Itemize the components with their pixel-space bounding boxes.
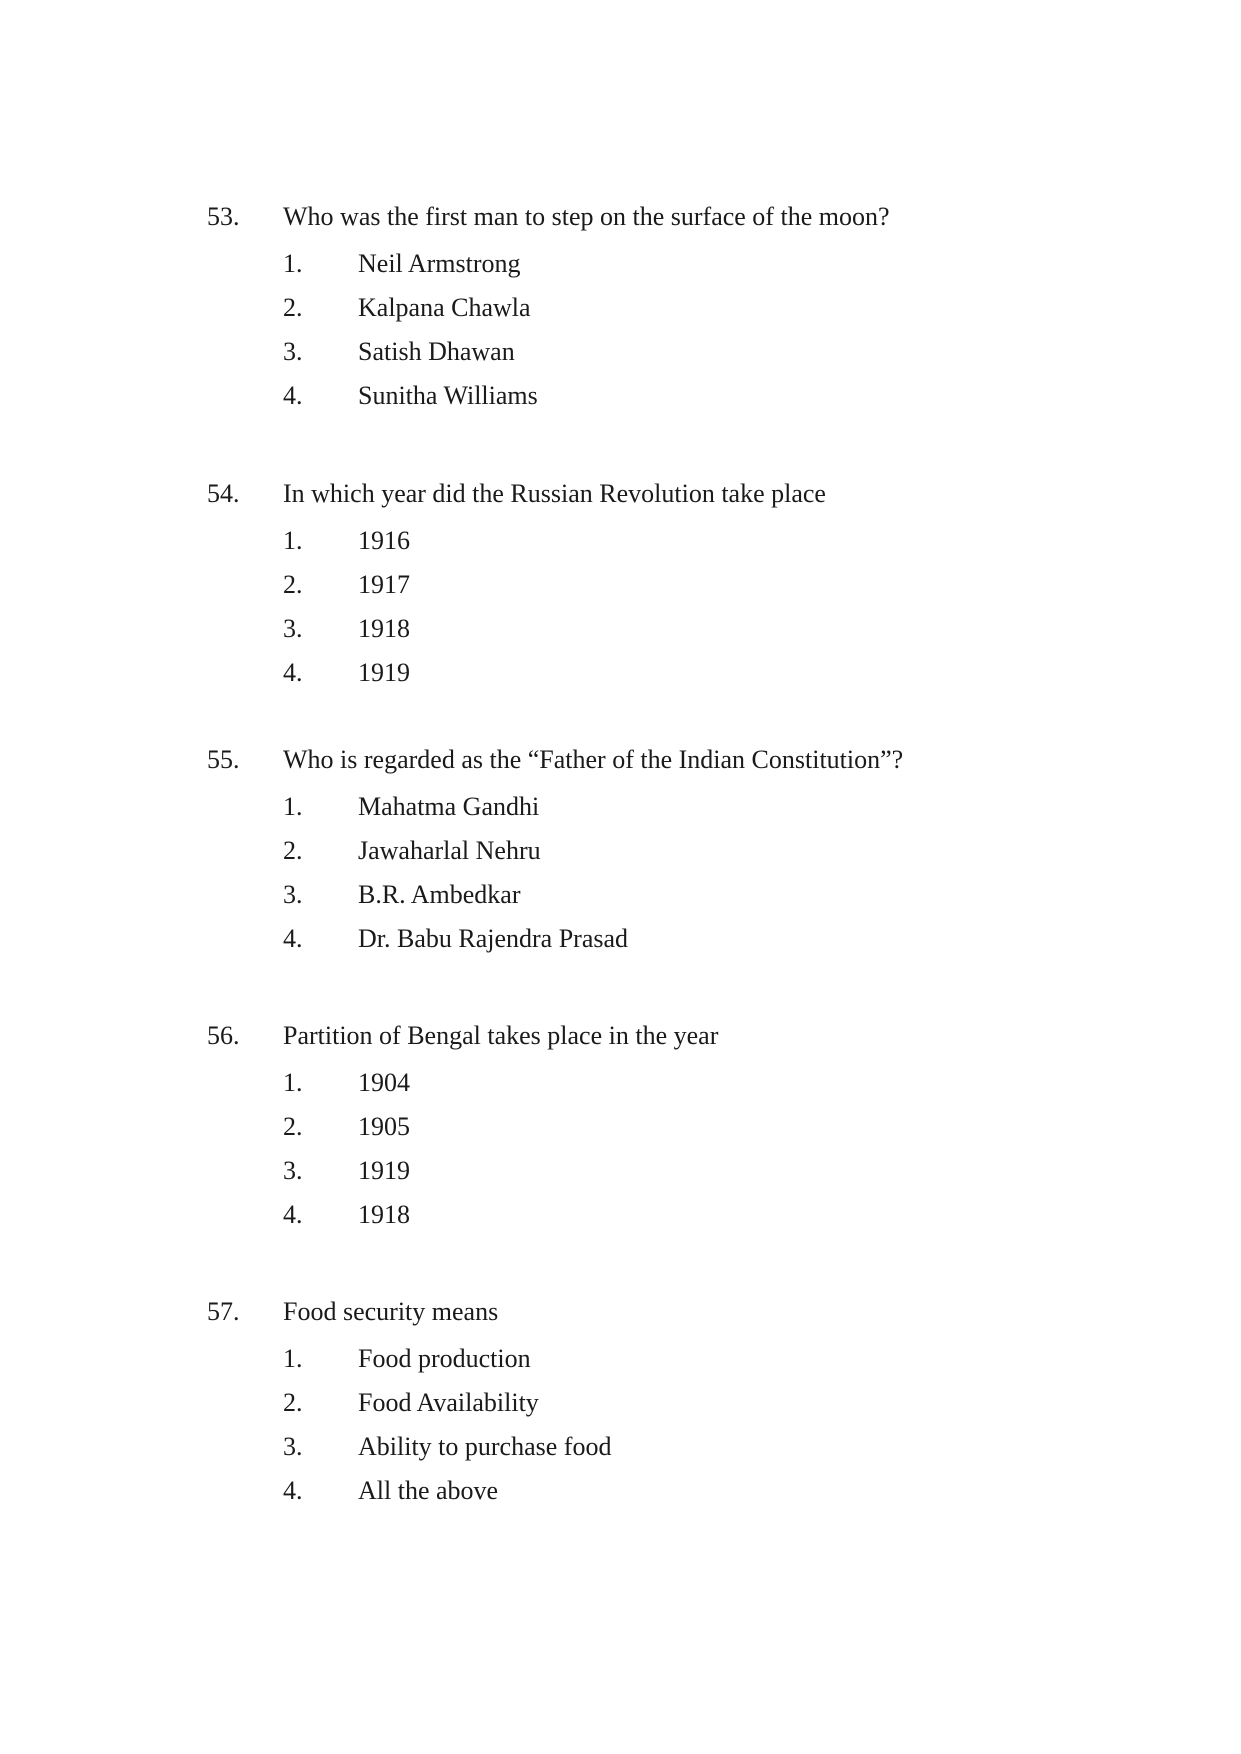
option-number: 2. (283, 1112, 303, 1141)
option-text: Neil Armstrong (358, 249, 521, 278)
question-stem (0, 1016, 1241, 1056)
option-text: Satish Dhawan (358, 337, 515, 366)
question-stem (0, 474, 1241, 514)
option-number: 2. (283, 1388, 303, 1417)
question-number: 54. (207, 479, 240, 508)
option-text: 1918 (358, 614, 410, 643)
option-list (0, 1339, 1241, 1515)
question-number: 57. (207, 1297, 240, 1326)
option-item (0, 1195, 1241, 1239)
option-text: 1904 (358, 1068, 410, 1097)
option-number: 3. (283, 1156, 303, 1185)
option-number: 2. (283, 836, 303, 865)
option-text: 1918 (358, 1200, 410, 1229)
option-number: 3. (283, 614, 303, 643)
option-item (0, 1471, 1241, 1515)
option-list (0, 787, 1241, 963)
option-item (0, 875, 1241, 919)
question-number: 55. (207, 745, 240, 774)
option-item (0, 1339, 1241, 1383)
option-text: B.R. Ambedkar (358, 880, 521, 909)
option-text: Mahatma Gandhi (358, 792, 540, 821)
option-item (0, 288, 1241, 332)
option-text: All the above (358, 1476, 499, 1505)
option-number: 1. (283, 249, 303, 278)
option-number: 3. (283, 1432, 303, 1461)
option-number: 3. (283, 880, 303, 909)
option-item (0, 653, 1241, 697)
question-54 (0, 474, 1241, 697)
option-number: 4. (283, 381, 303, 410)
option-text: Food production (358, 1344, 531, 1373)
question-stem (0, 197, 1241, 237)
option-number: 1. (283, 1344, 303, 1373)
question-stem (0, 1292, 1241, 1332)
option-number: 3. (283, 337, 303, 366)
option-item (0, 831, 1241, 875)
option-text: Kalpana Chawla (358, 293, 531, 322)
option-item (0, 244, 1241, 288)
question-text: Partition of Bengal takes place in the year (283, 1021, 719, 1050)
option-item (0, 787, 1241, 831)
option-item (0, 919, 1241, 963)
option-item (0, 332, 1241, 376)
option-number: 4. (283, 658, 303, 687)
option-item (0, 1427, 1241, 1471)
option-text: 1917 (358, 570, 410, 599)
option-item (0, 565, 1241, 609)
option-item (0, 1107, 1241, 1151)
option-item (0, 609, 1241, 653)
option-text: Sunitha Williams (358, 381, 538, 410)
question-number: 53. (207, 202, 240, 231)
question-57 (0, 1292, 1241, 1515)
option-number: 2. (283, 293, 303, 322)
question-text: In which year did the Russian Revolution take place (283, 479, 826, 508)
option-text: 1916 (358, 526, 410, 555)
option-number: 2. (283, 570, 303, 599)
question-56 (0, 1016, 1241, 1239)
option-number: 1. (283, 526, 303, 555)
option-text: Ability to purchase food (358, 1432, 612, 1461)
option-text: 1919 (358, 1156, 410, 1185)
option-number: 4. (283, 924, 303, 953)
question-text: Who was the first man to step on the surface of the moon? (283, 202, 890, 231)
option-text: Jawaharlal Nehru (358, 836, 541, 865)
question-number: 56. (207, 1021, 240, 1050)
option-item (0, 1063, 1241, 1107)
question-55 (0, 740, 1241, 963)
option-number: 4. (283, 1200, 303, 1229)
option-list (0, 521, 1241, 697)
option-item (0, 376, 1241, 420)
option-number: 4. (283, 1476, 303, 1505)
question-text: Who is regarded as the “Father of the Indian Constitution”? (283, 745, 904, 774)
option-list (0, 1063, 1241, 1239)
option-number: 1. (283, 792, 303, 821)
option-text: Dr. Babu Rajendra Prasad (358, 924, 629, 953)
option-item (0, 1383, 1241, 1427)
option-text: Food Availability (358, 1388, 539, 1417)
option-item (0, 521, 1241, 565)
question-53 (0, 197, 1241, 420)
option-text: 1919 (358, 658, 410, 687)
option-number: 1. (283, 1068, 303, 1097)
option-item (0, 1151, 1241, 1195)
question-stem (0, 740, 1241, 780)
option-list (0, 244, 1241, 420)
question-text: Food security means (283, 1297, 499, 1326)
option-text: 1905 (358, 1112, 410, 1141)
